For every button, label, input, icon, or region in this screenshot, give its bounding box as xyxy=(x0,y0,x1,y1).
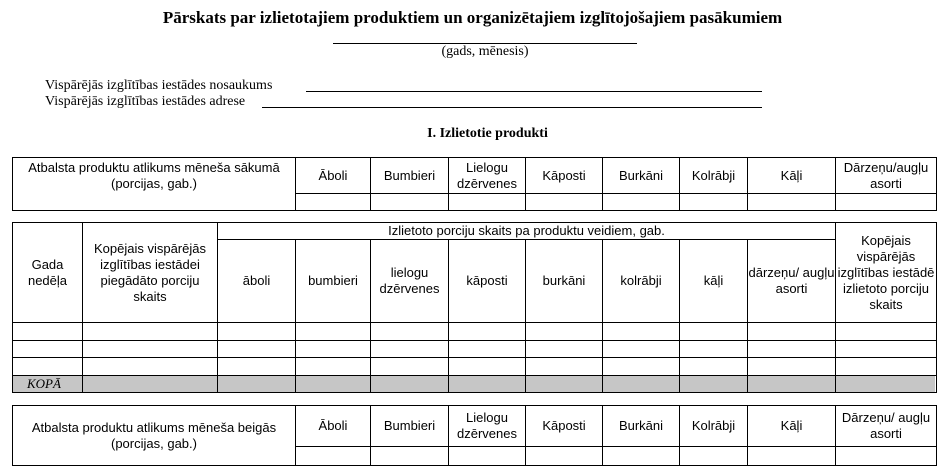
institution-name-label: Vispārējās izglītības iestādes nosaukums xyxy=(45,78,273,93)
bottom-col-kolrabji: Kolrābji xyxy=(691,418,736,433)
bottom-col-dzervenes: Lielogu dzērvenes xyxy=(457,410,517,441)
grid-line xyxy=(12,465,937,466)
grid-line xyxy=(12,340,937,341)
mid-col-burkani: burkāni xyxy=(542,273,586,288)
mid-col-bumbieri: bumbieri xyxy=(308,273,358,288)
top-col-bumbieri: Bumbieri xyxy=(383,167,436,183)
bottom-col-asorti: Dārzeņu/ augļu asorti xyxy=(841,410,931,441)
institution-name-field[interactable] xyxy=(306,91,762,92)
top-col-kali: Kāļi xyxy=(780,167,803,183)
col-delivered: Kopējais vispārējās izglītības iestādei piegādāto porciju skaits xyxy=(93,240,206,304)
top-col-dzervenes: Lielogu dzērvenes xyxy=(457,159,517,191)
report-title: Pārskats par izlietotajiem produktiem un organizētajiem izglītojošajiem pasākumiem xyxy=(162,8,783,27)
top-col-asorti: Dārzeņu/augļu asorti xyxy=(843,159,929,191)
top-col-burkani: Burkāni xyxy=(618,167,664,183)
group-header: Izlietoto porciju skaits pa produktu veidiem, gab. xyxy=(388,223,665,238)
bottom-col-bumbieri: Bumbieri xyxy=(383,418,436,433)
grid-line xyxy=(12,392,937,393)
bottom-col-aboli: Āboli xyxy=(318,418,348,433)
grid-line xyxy=(936,157,937,211)
grid-line xyxy=(936,405,937,466)
col-week: Gada nedēļa xyxy=(27,256,68,288)
total-row-label: KOPĀ xyxy=(27,376,61,391)
top-col-kaposti: Kāposti xyxy=(542,167,586,183)
mid-col-aboli: āboli xyxy=(242,273,271,288)
grid-line xyxy=(295,446,937,447)
bottom-col-burkani: Burkāni xyxy=(618,418,664,433)
period-caption: (gads, mēnesis) xyxy=(441,44,529,59)
top-col-kolrabji: Kolrābji xyxy=(691,167,736,183)
top-col-aboli: Āboli xyxy=(318,167,348,183)
mid-col-kali: kāļi xyxy=(703,273,724,288)
bottom-col-kali: Kāļi xyxy=(780,418,803,433)
grid-line xyxy=(936,222,937,393)
total-row xyxy=(12,376,935,392)
mid-col-asorti: dārzeņu/ augļu asorti xyxy=(748,265,835,296)
grid-line xyxy=(295,193,937,194)
grid-line xyxy=(12,322,937,323)
grid-line xyxy=(12,210,937,211)
bottom-col-kaposti: Kāposti xyxy=(542,418,586,433)
grid-line xyxy=(12,357,937,358)
section-title: I. Izlietotie produkti xyxy=(427,126,548,141)
mid-col-dzervenes: lielogu dzērvenes xyxy=(379,265,440,296)
institution-address-label: Vispārējās izglītības iestādes adrese xyxy=(45,94,246,109)
col-total: Kopējais vispārējās izglītības iestādē izlietoto porciju skaits xyxy=(837,232,935,312)
institution-address-field[interactable] xyxy=(262,107,762,108)
mid-col-kolrabji: kolrābji xyxy=(620,273,662,288)
grid-line xyxy=(12,375,937,376)
mid-col-kaposti: kāposti xyxy=(466,273,508,288)
top-row-label: Atbalsta produktu atlikums mēneša sākumā (porcijas, gab.) xyxy=(28,159,280,191)
bottom-row-label: Atbalsta produktu atlikums mēneša beigās (porcijas, gab.) xyxy=(31,419,277,451)
